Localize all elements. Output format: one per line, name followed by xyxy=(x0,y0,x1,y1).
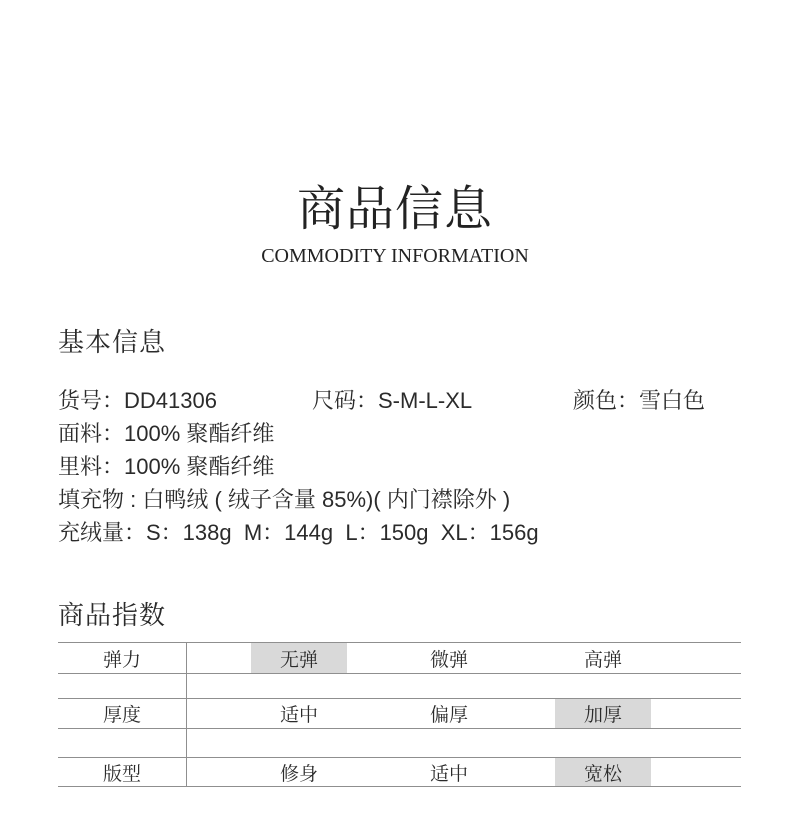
basic-info-line-sku-size-color xyxy=(58,384,748,417)
index-row-elasticity xyxy=(58,643,741,673)
index-row-fit xyxy=(58,758,741,786)
index-label-fit: 版型 xyxy=(102,763,141,785)
index-label-elasticity: 弹力 xyxy=(102,649,141,671)
index-label-thickness: 厚度 xyxy=(102,705,141,726)
index-option: 微弹 xyxy=(429,649,468,671)
index-option: 适中 xyxy=(429,763,468,785)
index-option: 适中 xyxy=(279,705,318,726)
product-index-table xyxy=(58,642,741,787)
product-color: 颜色：雪白色 xyxy=(573,388,706,413)
lining-fabric: 里料：100% 聚酯纤维 xyxy=(58,454,275,479)
fill-weight: 充绒量：S：138g M：144g L：150g XL：156g xyxy=(58,520,539,545)
index-option: 宽松 xyxy=(555,758,651,786)
basic-info-heading: 基本信息 xyxy=(58,327,167,357)
item-number: 货号：DD41306 xyxy=(58,388,217,413)
shell-fabric: 面料：100% 聚酯纤维 xyxy=(58,421,275,446)
filling-material: 填充物 : 白鸭绒 ( 绒子含量 85%)( 内门襟除外 ) xyxy=(58,487,511,512)
index-option: 高弹 xyxy=(583,649,622,671)
page-subtitle: COMMODITY INFORMATION xyxy=(261,245,529,267)
product-index-heading: 商品指数 xyxy=(58,600,167,630)
index-option: 修身 xyxy=(279,763,318,785)
index-option: 无弹 xyxy=(251,643,347,673)
index-option: 偏厚 xyxy=(429,705,468,726)
page-title: 商品信息 xyxy=(296,183,493,236)
size-range: 尺码：S-M-L-XL xyxy=(312,388,473,413)
index-option: 加厚 xyxy=(555,699,651,728)
basic-info-list xyxy=(58,384,748,549)
table-column-divider xyxy=(186,642,187,787)
table-rule xyxy=(58,728,741,729)
table-rule xyxy=(58,786,741,787)
index-row-thickness xyxy=(58,699,741,728)
table-rule xyxy=(58,673,741,674)
